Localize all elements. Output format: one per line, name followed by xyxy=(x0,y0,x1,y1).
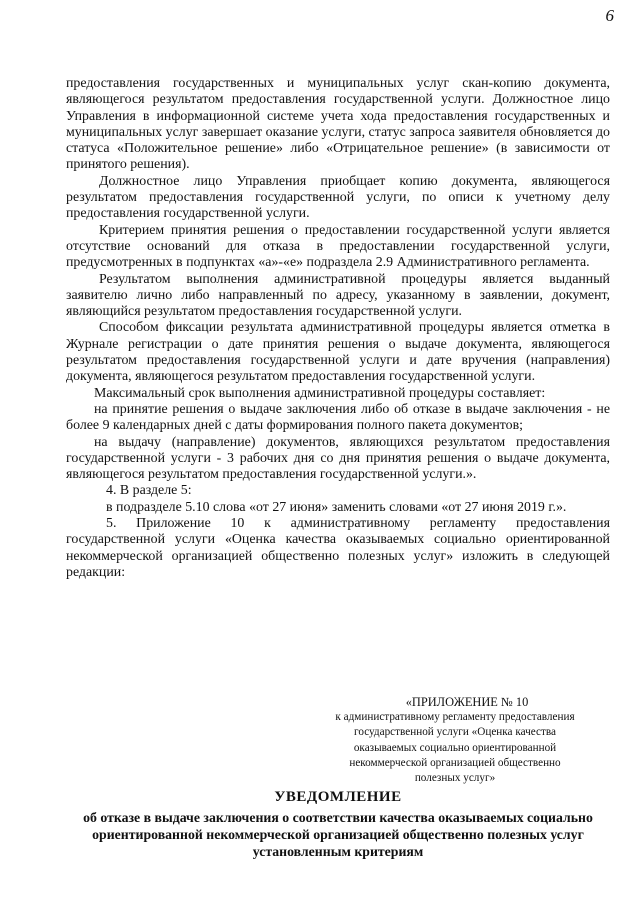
paragraph: на принятие решения о выдаче заключения либо об отказе в выдаче заключения - не более 9 календарных дней с даты формирования полного пакета документов; xyxy=(66,401,610,434)
paragraph: Результатом выполнения административной процедуры является выданный заявителю лично либо направленный по адресу, указанному в заявлении, документ, являющийся результатом предоставления государственной услуги. xyxy=(66,271,610,320)
appendix-line: некоммерческой организацией общественно xyxy=(349,756,561,769)
paragraph: 5. Приложение 10 к административному регламенту предоставления государственной услуги «Оценка качества оказываемых социально ориентированной некоммерческой организацией общественно полезных услуг» изложить в следующей редакции: xyxy=(66,516,610,580)
paragraph: Должностное лицо Управления приобщает копию документа, являющегося результатом предоставления государственной услуги, по описи к учетному делу предоставления государственной услуги. xyxy=(66,173,610,222)
paragraph: Критерием принятия решения о предоставлении государственной услуги является отсутствие оснований для отказа в предоставлении государственной услуги, предусмотренных в подпунктах «а»-«е» подраздела 2.9 Административного регламента. xyxy=(66,222,610,271)
appendix-line: оказываемых социально ориентированной xyxy=(353,741,557,754)
paragraph: Максимальный срок выполнения административной процедуры составляет: xyxy=(94,385,546,401)
notice-heading xyxy=(66,789,610,860)
appendix-title: «ПРИЛОЖЕНИЕ № 10 xyxy=(405,695,529,709)
paragraph: предоставления государственных и муниципальных услуг скан-копию документа, являющегося результатом предоставления государственной услуги. Должностное лицо Управления в информационной системе учета хода предоставления государственных и муниципальных услуг завершает оказание услуги, статус запроса заявителя обновляется до статуса «Положительное решение» либо «Отрицательное решение» (в зависимости от принятого решения). xyxy=(66,76,610,173)
page-number: 6 xyxy=(605,6,614,25)
paragraph: 4. В разделе 5: xyxy=(106,483,192,499)
paragraph: в подразделе 5.10 слова «от 27 июня» заменить словами «от 27 июня 2019 г.». xyxy=(106,499,567,515)
paragraph: Способом фиксации результата административной процедуры является отметка в Журнале регистрации о дате принятия решения о выдаче документа, являющегося результатом предоставления государственной услуги и дате вручения (направления) документа, являющегося результатом предоставления государственной услуги. xyxy=(66,320,610,385)
paragraph: на выдачу (направление) документов, являющихся результатом предоставления государственной услуги - 3 рабочих дня со дня принятия решения о выдаче документа, являющегося результатом предоставления государственной услуги.». xyxy=(66,434,610,483)
appendix-line: государственной услуги «Оценка качества xyxy=(354,726,556,739)
document-body xyxy=(66,76,610,581)
appendix-line: к административному регламенту предоставления xyxy=(335,711,575,724)
notice-subtitle: об отказе в выдаче заключения о соответствии качества оказываемых социально ориентированной некоммерческой организацией общественно полезных услуг установленным критериям xyxy=(83,810,593,859)
appendix-line: полезных услуг» xyxy=(414,772,496,785)
appendix-header xyxy=(300,695,610,786)
notice-title: УВЕДОМЛЕНИЕ xyxy=(274,789,402,805)
